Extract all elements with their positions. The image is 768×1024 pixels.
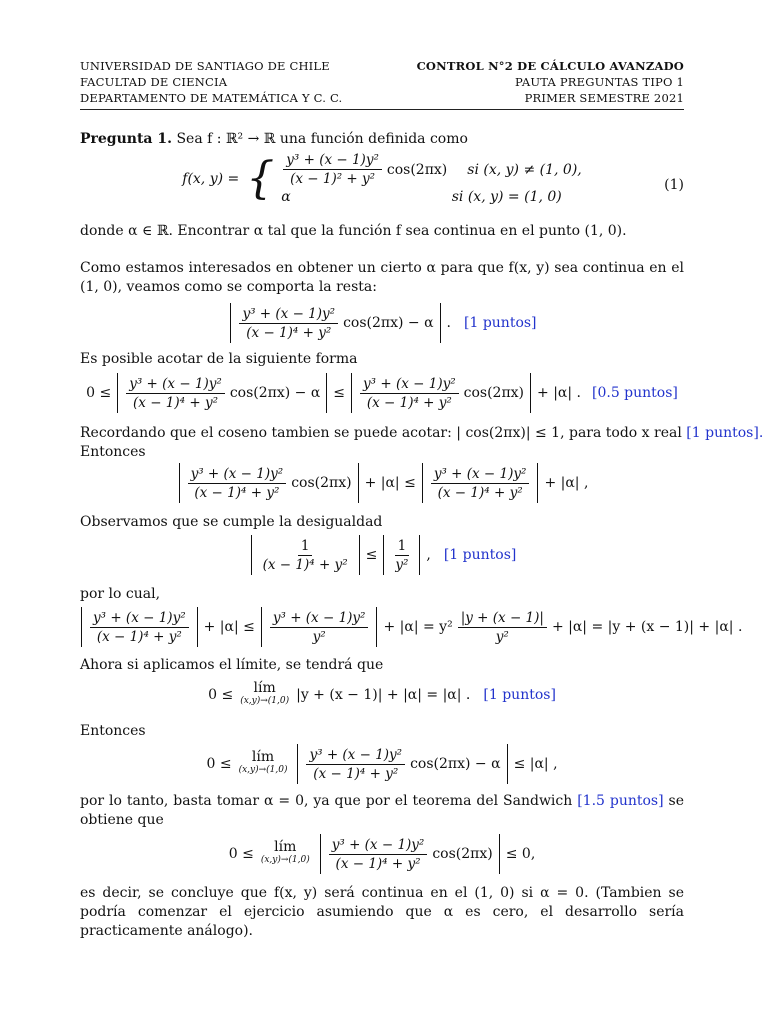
case1-tail: cos(2πx) (386, 161, 448, 178)
def-lhs: f(x, y) = (182, 170, 240, 187)
solution-paragraph-2: Es posible acotar de la siguiente forma (80, 351, 358, 367)
limit-operator: lím (x,y)→(1,0) (240, 680, 290, 706)
solution-paragraph-8: por lo tanto, basta tomar α = 0, ya que por el teorema del Sandwich [1.5 puntos] se obtiene que (80, 793, 685, 828)
solution-conclusion: es decir, se concluye que f(x, y) será continua en el (1, 0) si α = 0. (Tambien se podría comenzar el ejercicio asumiendo que α es cero, el desarrollo sería practicamente análogo). (80, 885, 684, 939)
main-fraction: $\frac{\text{y³ + (x − 1)y²}}{\text{(x − 1)⁴ + y²}}$ (90, 610, 189, 645)
alpha-le: + |α| ≤ (364, 475, 416, 491)
equation-limit-1: 0 ≤ lím (x,y)→(1,0) |y + (x − 1)| + |α| = |α| . [1 puntos] (208, 680, 556, 706)
difference-tail: cos(2πx) − α (343, 315, 434, 331)
points-label: [1 puntos] (464, 315, 537, 331)
fraction-over-y2: $\frac{\text{y³ + (x − 1)y²}}{\text{y²}}$ (270, 610, 369, 645)
function-definition (80, 152, 684, 216)
case1-condition: si (x, y) ≠ (1, 0), (467, 161, 582, 178)
question-label: Pregunta 1. (80, 131, 172, 147)
main-fraction: $\frac{\text{y³ + (x − 1)y²}}{\text{(x − 1)⁴ + y²}}$ (126, 376, 225, 411)
solution-paragraph-3b: Entonces (80, 444, 146, 460)
points-label: [1 puntos] (443, 547, 517, 563)
points-label: [1.5 puntos] (577, 793, 664, 809)
case1-fraction: $\frac{\text{y³ + (x − 1)y²}}{\text{(x − 1)² + y²}}$ (283, 152, 382, 187)
department-name: DEPARTAMENTO DE MATEMÁTICA Y C. C. (80, 91, 343, 105)
equation-difference: $\frac{\text{y³ + (x − 1)y²}}{\text{(x − 1)⁴ + y²}}$ cos(2πx) − α . [1 puntos] (80, 303, 684, 347)
main-fraction: $\frac{\text{y³ + (x − 1)y²}}{\text{(x − 1)⁴ + y²}}$ (188, 466, 287, 501)
cos-term: cos(2πx) (463, 385, 525, 401)
points-label: [0.5 puntos] (592, 385, 678, 401)
solution-paragraph-3: Recordando que el coseno tambien se puede acotar: | cos(2πx)| ≤ 1, para todo x real [1 puntos]. (80, 425, 764, 441)
case2-value: α (281, 189, 291, 205)
equation-limit-2: 0 ≤ lím (x,y)→(1,0) $\frac{\text{y³ + (x − 1)y²}}{\text{(x − 1)⁴ + y²}}$ cos(2πx) − α ≤ |α| , (80, 744, 684, 784)
equation-inequality: $\frac{1}{\text{(x − 1)⁴ + y²}}$ ≤ $\frac{1}{\text{y²}}$ , [1 puntos] (80, 535, 684, 579)
zero-le: 0 ≤ (86, 385, 112, 401)
faculty-name: FACULTAD DE CIENCIA (80, 75, 228, 89)
bound-tail: + |α| . (537, 385, 581, 401)
abs-fraction: $\frac{|y + (x - 1)|}{\text{y²}}$ (458, 610, 547, 645)
equation-cos-bound (80, 463, 684, 507)
main-fraction: $\frac{\text{y³ + (x − 1)y²}}{\text{(x − 1)⁴ + y²}}$ (306, 747, 405, 782)
header-divider (80, 109, 684, 110)
difference-tail: cos(2πx) − α (410, 756, 501, 772)
solution-paragraph-5: por lo cual, (80, 586, 161, 602)
institution-header (80, 58, 342, 106)
exam-header (417, 58, 684, 106)
cos-term: cos(2πx) (432, 846, 493, 862)
case2-condition: si (x, y) = (1, 0) (451, 189, 562, 205)
points-label: [1 puntos]. (686, 425, 764, 441)
main-fraction: $\frac{\text{y³ + (x − 1)y²}}{\text{(x − 1)⁴ + y²}}$ (239, 306, 338, 341)
main-fraction: $\frac{\text{y³ + (x − 1)y²}}{\text{(x − 1)⁴ + y²}}$ (329, 837, 428, 872)
main-fraction: $\frac{\text{y³ + (x − 1)y²}}{\text{(x − 1)⁴ + y²}}$ (431, 466, 530, 501)
limit-operator: lím (x,y)→(1,0) (238, 749, 288, 775)
university-name: UNIVERSIDAD DE SANTIAGO DE CHILE (80, 59, 330, 73)
solution-paragraph-6: Ahora si aplicamos el límite, se tendrá que (80, 657, 384, 673)
points-label: [1 puntos] (483, 687, 556, 703)
exam-subtitle: PAUTA PREGUNTAS TIPO 1 (514, 75, 684, 89)
main-fraction: $\frac{\text{y³ + (x − 1)y²}}{\text{(x − 1)⁴ + y²}}$ (360, 376, 459, 411)
equation-chain: $\frac{\text{y³ + (x − 1)y²}}{\text{(x − 1)⁴ + y²}}$ + |α| ≤ $\frac{\text{y³ + (x − 1)y²}}{\text{y²}}$ + |α| = y² $\frac{|y + (x - 1)|}{\text{y²}}$ + |α| = |y + (x − 1)| + |α| . (78, 607, 682, 651)
exam-semester: PRIMER SEMESTRE 2021 (524, 91, 684, 105)
question-intro (80, 130, 684, 149)
exam-title: CONTROL N°2 DE CÁLCULO AVANZADO (416, 59, 684, 73)
question-task: donde α ∈ ℝ. Encontrar α tal que la función f sea continua en el punto (1, 0). (80, 223, 627, 239)
limit-operator: lím (x,y)→(1,0) (260, 839, 310, 865)
difference-tail: cos(2πx) − α (229, 385, 321, 401)
left-brace: { (246, 152, 275, 204)
one-over-y-squared: $\frac{1}{\text{y²}}$ (395, 537, 409, 573)
cos-term: cos(2πx) (291, 475, 352, 491)
one-over-denominator: $\frac{1}{\text{(x − 1)⁴ + y²}}$ (262, 537, 348, 573)
solution-paragraph-4: Observamos que se cumple la desigualdad (80, 514, 383, 530)
question-intro-text: Sea f : ℝ² → ℝ una función definida como (176, 131, 468, 147)
le-symbol: ≤ (333, 385, 346, 401)
le-symbol: ≤ (365, 547, 378, 563)
equation-number: (1) (664, 177, 684, 193)
equation-sandwich: 0 ≤ lím (x,y)→(1,0) $\frac{\text{y³ + (x − 1)y²}}{\text{(x − 1)⁴ + y²}}$ cos(2πx) ≤ 0, (80, 834, 684, 874)
equation-bound (80, 373, 684, 413)
solution-paragraph-7: Entonces (80, 723, 146, 739)
solution-paragraph-1: Como estamos interesados en obtener un cierto α para que f(x, y) sea continua en el (1, 0), veamos como se comporta la resta: (80, 260, 684, 295)
alpha-tail: + |α| , (544, 475, 589, 491)
